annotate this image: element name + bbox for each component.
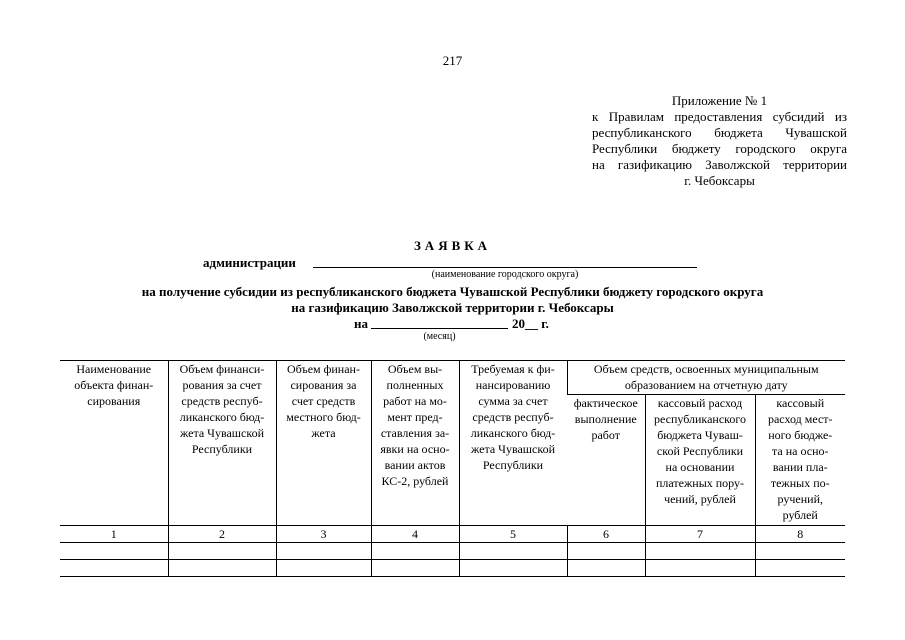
- admin-caption: (наименование городского округа): [431, 269, 579, 280]
- appendix-line: Республики бюджету городского округа: [592, 141, 847, 156]
- page-number: 217: [442, 53, 463, 68]
- header-required-amount: Требуемая к фи- нансированию сумма за счет средств респуб- ликанского бюд- жета Чувашской Республики: [459, 361, 567, 526]
- column-number: 5: [459, 526, 567, 543]
- table-cell: [60, 543, 168, 560]
- appendix-title: Приложение № 1: [671, 93, 768, 108]
- header-republic-financing: Объем финанси- рования за счет средств респуб- ликанского бюд- жета Чувашской Республики: [168, 361, 276, 526]
- column-number-row: [60, 526, 845, 543]
- column-number: 2: [168, 526, 276, 543]
- table-cell: [567, 560, 645, 577]
- purpose-line-1: на получение субсидии из республиканского бюджета Чувашской Республики бюджету городского округа: [141, 284, 764, 299]
- table-cell: [276, 560, 371, 577]
- table-cell: [459, 543, 567, 560]
- table-cell: [645, 560, 755, 577]
- table-cell: [459, 560, 567, 577]
- table-cell: [645, 543, 755, 560]
- table-cell: [168, 560, 276, 577]
- admin-label: администрации: [203, 255, 296, 270]
- table-cell: [755, 560, 845, 577]
- admin-fill-line: [313, 267, 697, 268]
- header-actual-works: фактическое выполнение работ: [573, 395, 638, 442]
- table-cell: [371, 560, 459, 577]
- request-table: [60, 360, 845, 577]
- form-title: ЗАЯВКА: [413, 238, 492, 253]
- column-number: 6: [567, 526, 645, 543]
- column-number: 7: [645, 526, 755, 543]
- table-cell: [60, 560, 168, 577]
- table-cell: [567, 543, 645, 560]
- table-cell: [371, 543, 459, 560]
- header-object-name: Наименование объекта финан- сирования: [60, 361, 168, 526]
- appendix-block: [592, 93, 847, 189]
- table-cell: [276, 543, 371, 560]
- column-number: 3: [276, 526, 371, 543]
- table-cell: [755, 543, 845, 560]
- period-year: 20__ г.: [512, 316, 549, 331]
- period-prefix: на: [354, 316, 368, 331]
- column-number: 1: [60, 526, 168, 543]
- header-funds-group: Объем средств, освоенных муниципальным образованием на отчетную дату: [567, 361, 845, 395]
- appendix-line: к Правилам предоставления субсидий из: [592, 109, 847, 124]
- table-row: [60, 543, 845, 560]
- appendix-line: республиканского бюджета Чувашской: [592, 125, 847, 140]
- period-caption: (месяц): [423, 331, 456, 342]
- header-completed-works: Объем вы- полненных работ на мо- мент пред- ставления за- явки на осно- вании актов КС-2, рублей: [371, 361, 459, 526]
- column-number: 8: [755, 526, 845, 543]
- header-local-financing: Объем финан- сирования за счет средств местного бюд- жета: [276, 361, 371, 526]
- period-month-line: [371, 328, 508, 329]
- appendix-line: на газификацию Заволжской территории: [592, 157, 847, 172]
- column-number: 4: [371, 526, 459, 543]
- header-republic-cash-expense: кассовый расход республиканского бюджета Чуваш- ской Республики на основании платежных пору- чений, рублей: [645, 394, 755, 525]
- appendix-line-city: г. Чебоксары: [684, 173, 755, 188]
- header-local-cash-expense: кассовый расход мест- ного бюдже- та на осно- вании пла- тежных по- ручений, рублей: [755, 394, 845, 525]
- table-cell: [168, 543, 276, 560]
- table-row: [60, 560, 845, 577]
- purpose-line-2: на газификацию Заволжской территории г. Чебоксары: [291, 300, 614, 315]
